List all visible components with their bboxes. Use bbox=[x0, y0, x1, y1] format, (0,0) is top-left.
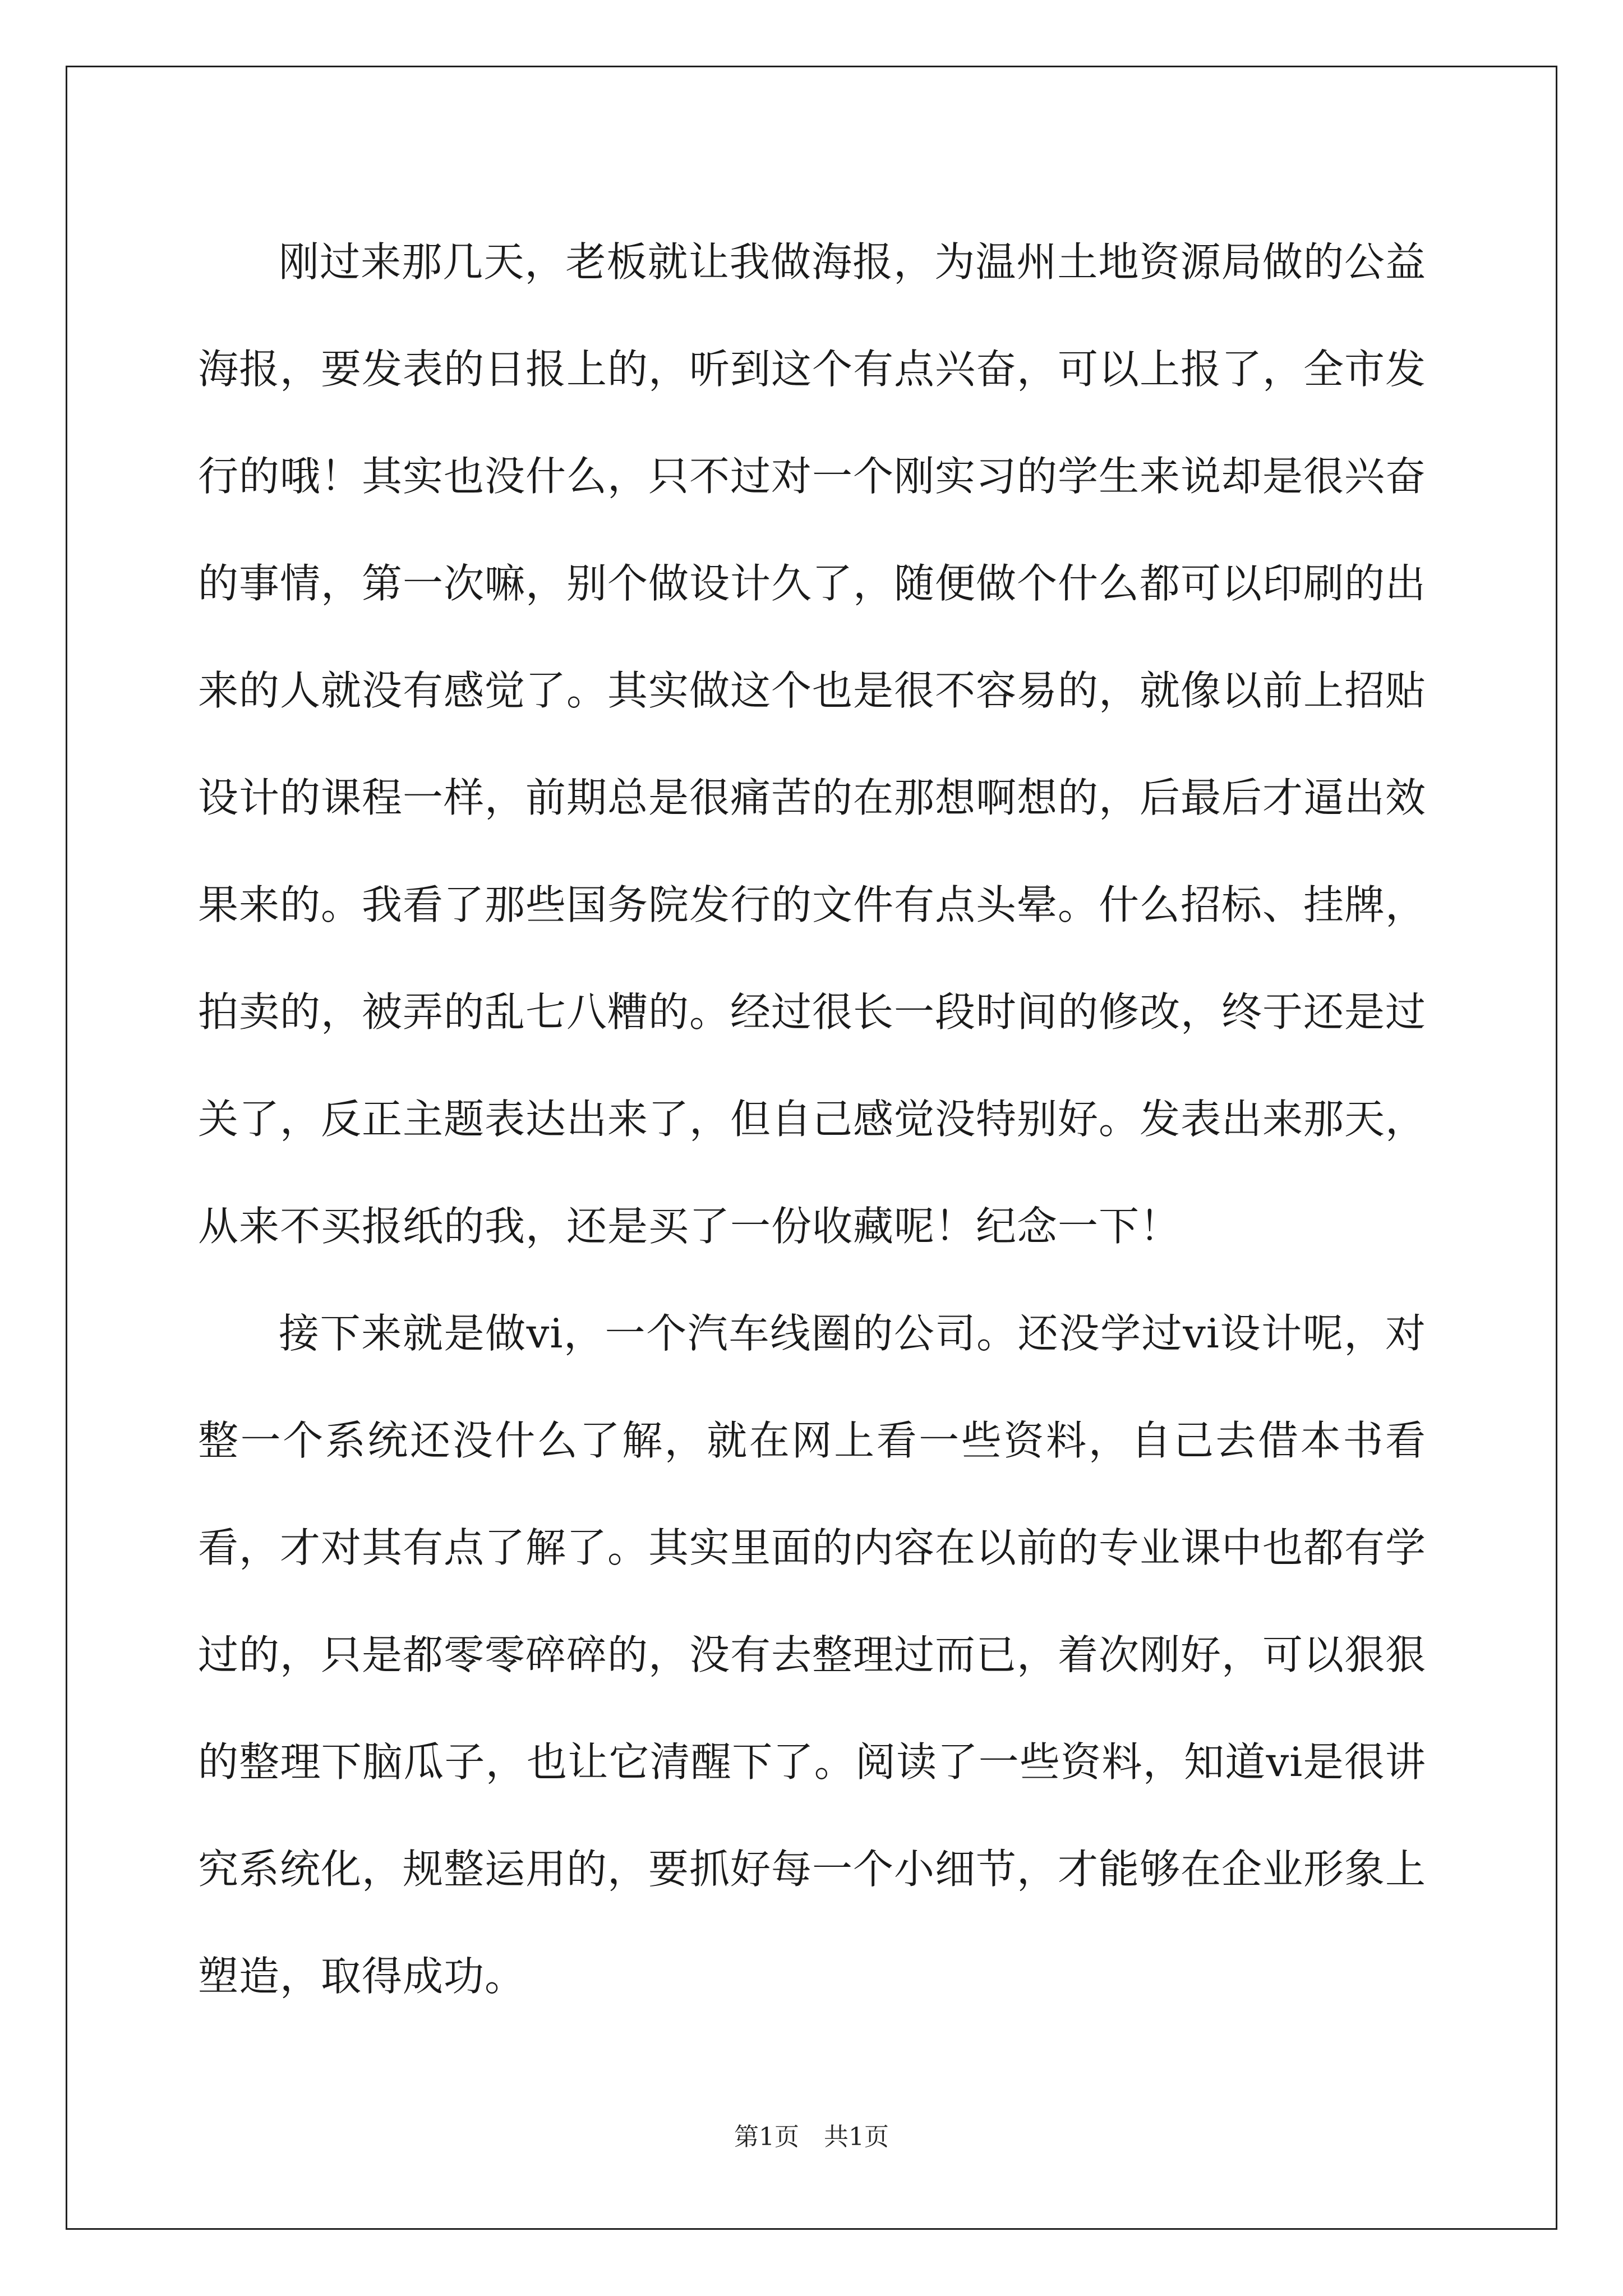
paragraph-1: 刚过来那几天，老板就让我做海报，为温州土地资源局做的公益海报，要发表的日报上的，听到这个有点兴奋，可以上报了，全市发行的哦！其实也没什么，只不过对一个刚实习的学生来说却是很兴奋的事情，第一次嘛，别个做设计久了，随便做个什么都可以印刷的出来的人就没有感觉了。其实做这个也是很不容易的，就像以前上招贴设计的课程一样，前期总是很痛苦的在那想啊想的，后最后才逼出效果来的。我看了那些国务院发行的文件有点头晕。什么招标、挂牌，拍卖的，被弄的乱七八糟的。经过很长一段时间的修改，终于还是过关了，反正主题表达出来了，但自己感觉没特别好。发表出来那天，从来不买报纸的我，还是买了一份收藏呢！纪念一下！ bbox=[198, 238, 1427, 1250]
page-footer: 第1页 共1页 bbox=[734, 2123, 889, 2151]
document-body bbox=[198, 209, 1426, 2030]
paragraph-2: 接下来就是做vi，一个汽车线圈的公司。还没学过vi设计呢，对整一个系统还没什么了解，就在网上看一些资料，自己去借本书看看，才对其有点了解了。其实里面的内容在以前的专业课中也都有学过的，只是都零零碎碎的，没有去整理过而已，着次刚好，可以狠狠的整理下脑瓜子，也让它清醒下了。阅读了一些资料，知道vi是很讲究系统化，规整运用的，要抓好每一个小细节，才能够在企业形象上塑造，取得成功。 bbox=[198, 1310, 1427, 2000]
